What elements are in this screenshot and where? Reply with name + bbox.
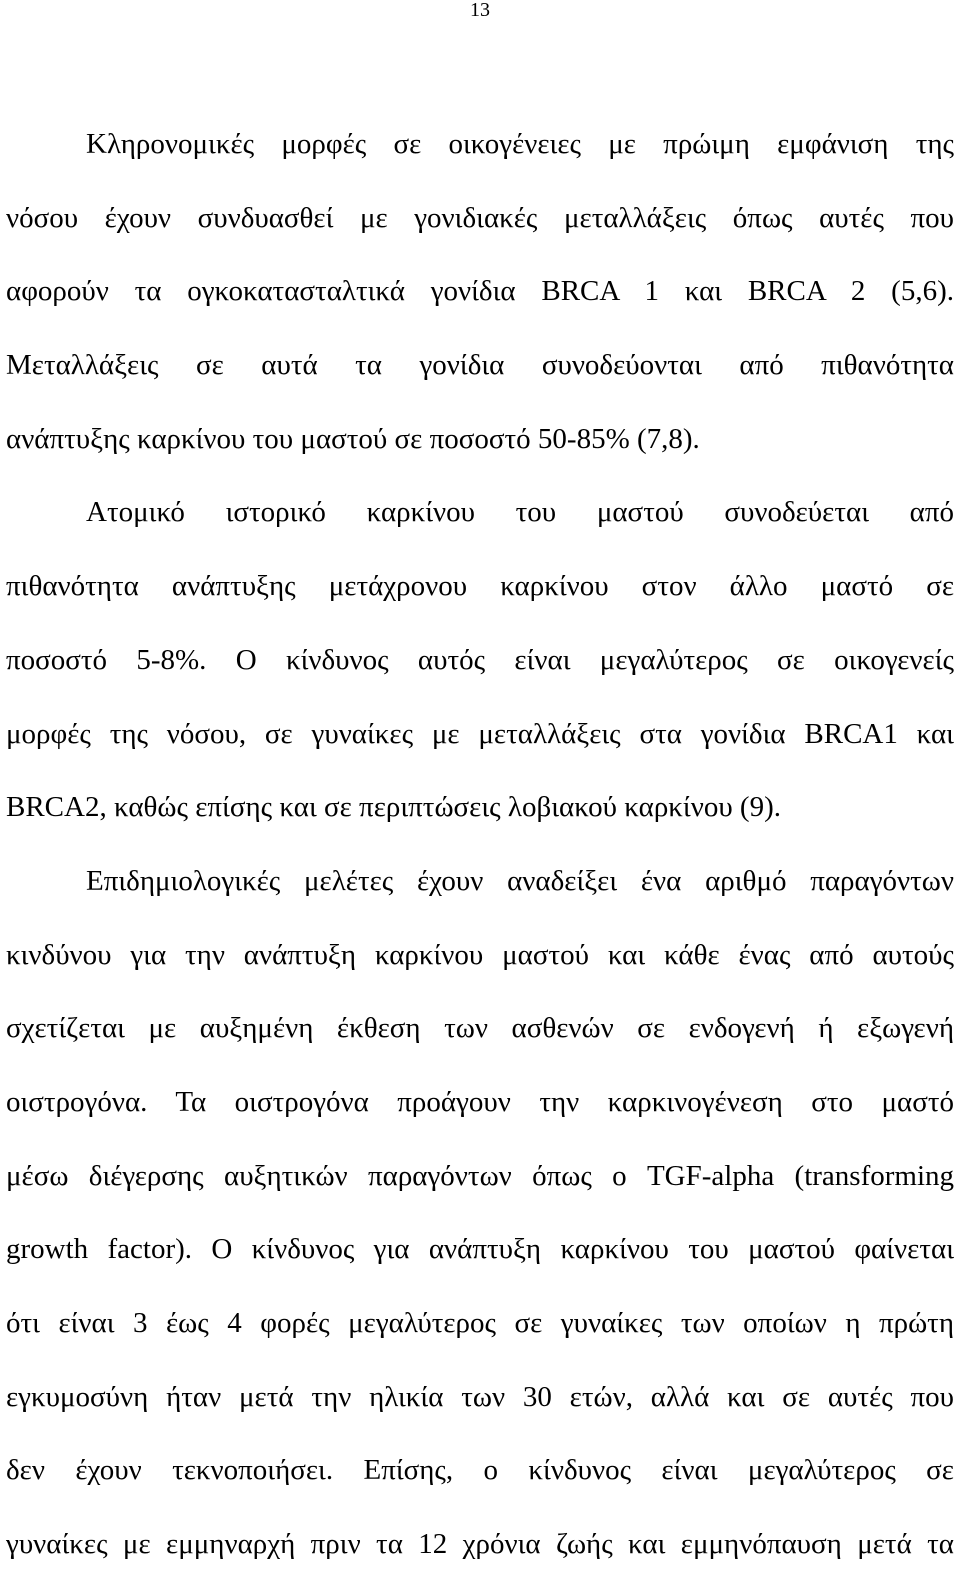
- text-line: πιθανότητα ανάπτυξης μετάχρονου καρκίνου στον άλλο μαστό σε: [6, 570, 954, 603]
- text-line: μορφές της νόσου, σε γυναίκες με μεταλλάξεις στα γονίδια BRCA1 και: [6, 717, 954, 750]
- text-line: δεν έχουν τεκνοποιήσει. Επίσης, ο κίνδυνος είναι μεγαλύτερος σε: [6, 1454, 954, 1487]
- page-number: 13: [470, 0, 490, 21]
- text-line: κινδύνου για την ανάπτυξη καρκίνου μαστού και κάθε ένας από αυτούς: [6, 938, 954, 971]
- text-line: ποσοστό 5-8%. Ο κίνδυνος αυτός είναι μεγαλύτερος σε οικογενείς: [6, 643, 954, 676]
- text-line: νόσου έχουν συνδυασθεί με γονιδιακές μεταλλάξεις όπως αυτές που: [6, 201, 954, 234]
- text-line: ανάπτυξης καρκίνου του μαστού σε ποσοστό 50-85% (7,8).: [6, 422, 700, 455]
- text-line: growth factor). Ο κίνδυνος για ανάπτυξη καρκίνου του μαστού φαίνεται: [6, 1233, 954, 1266]
- text-line: Επιδημιολογικές μελέτες έχουν αναδείξει ένα αριθμό παραγόντων: [86, 864, 954, 897]
- text-line: Ατομικό ιστορικό καρκίνου του μαστού συνοδεύεται από: [86, 496, 954, 529]
- text-line: ότι είναι 3 έως 4 φορές μεγαλύτερος σε γυναίκες των οποίων η πρώτη: [6, 1307, 954, 1339]
- text-line: εγκυμοσύνη ήταν μετά την ηλικία των 30 ετών, αλλά και σε αυτές που: [6, 1380, 954, 1413]
- text-line: μέσω διέγερσης αυξητικών παραγόντων όπως ο TGF-alpha (transforming: [6, 1159, 954, 1192]
- text-line: γυναίκες με εμμηναρχή πριν τα 12 χρόνια ζωής και εμμηνόπαυση μετά τα: [6, 1528, 954, 1561]
- body-text: [6, 108, 954, 1582]
- text-line: Κληρονομικές μορφές σε οικογένειες με πρώιμη εμφάνιση της: [86, 128, 954, 160]
- text-line: σχετίζεται με αυξημένη έκθεση των ασθενών σε ενδογενή ή εξωγενή: [6, 1012, 954, 1045]
- text-line: οιστρογόνα. Τα οιστρογόνα προάγουν την καρκινογένεση στο μαστό: [6, 1085, 954, 1118]
- text-line: αφορούν τα ογκοκατασταλτικά γονίδια BRCA 1 και BRCA 2 (5,6).: [6, 275, 954, 308]
- text-line: BRCA2, καθώς επίσης και σε περιπτώσεις λοβιακού καρκίνου (9).: [6, 791, 781, 824]
- text-line: Μεταλλάξεις σε αυτά τα γονίδια συνοδεύονται από πιθανότητα: [6, 349, 954, 382]
